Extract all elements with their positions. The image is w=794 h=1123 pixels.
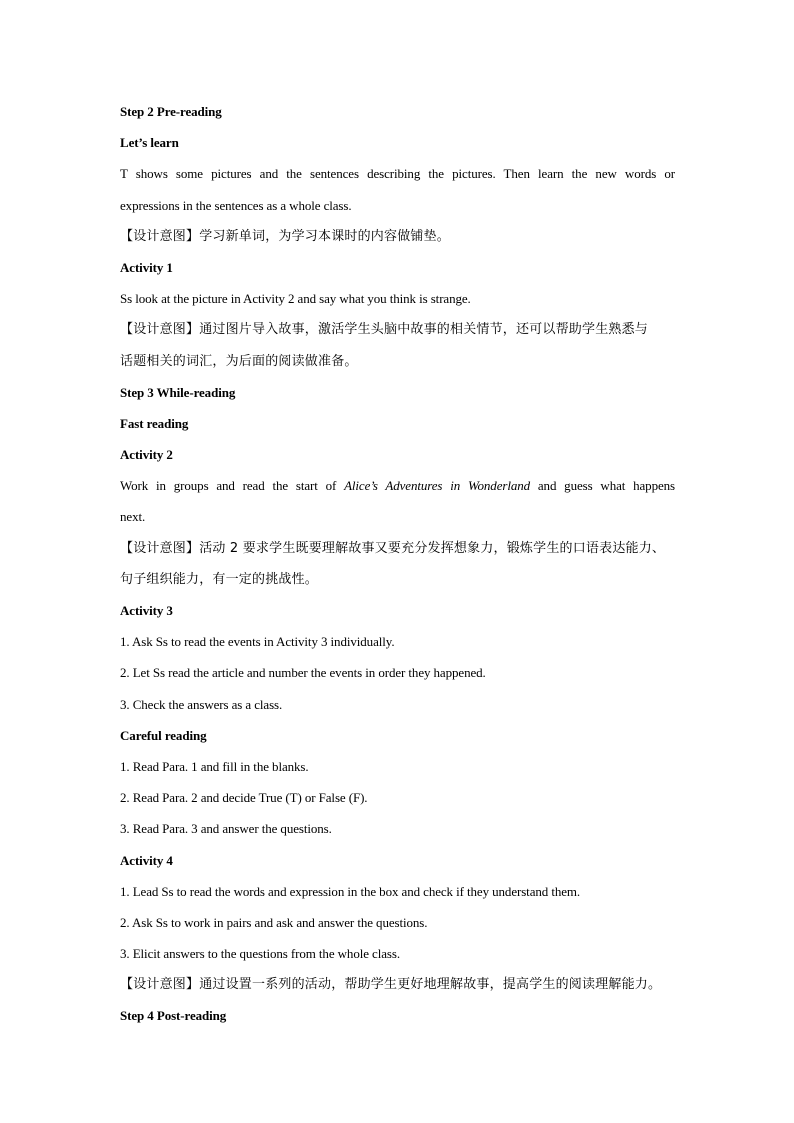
heading-fast-reading: Fast reading [120,415,189,431]
careful-reading-step-3: 3. Read Para. 3 and answer the questions. [120,821,332,837]
paragraph-activity-2-line-2: next. [120,509,146,525]
paragraph-lets-learn-line-2: expressions in the sentences as a whole class. [120,197,352,213]
design-intent-1: 【设计意图】学习新单词，为学习本课时的内容做铺垫。 [120,228,451,244]
heading-activity-2: Activity 2 [120,447,173,463]
design-intent-2-line-1: 【设计意图】通过图片导入故事，激活学生头脑中故事的相关情节，还可以帮助学生熟悉与 [120,322,649,338]
heading-careful-reading: Careful reading [120,727,207,743]
activity-2-text-start: Work in groups and read the start of [120,478,345,494]
activity-4-step-2: 2. Ask Ss to work in pairs and ask and answer the questions. [120,914,428,930]
careful-reading-step-2: 2. Read Para. 2 and decide True (T) or False (F). [120,790,368,806]
paragraph-lets-learn-line-1: T shows some pictures and the sentences describing the pictures. Then learn the new words or [120,166,675,182]
paragraph-activity-2-line-1 [120,470,675,501]
design-intent-3-line-1: 【设计意图】活动 2 要求学生既要理解故事又要充分发挥想象力，锻炼学生的口语表达能力、 [120,540,666,556]
book-title: Alice’s Adventures in Wonderland [344,478,531,494]
paragraph-activity-1: Ss look at the picture in Activity 2 and say what you think is strange. [120,291,471,307]
design-intent-3-line-2: 句子组织能力，有一定的挑战性。 [120,571,319,587]
activity-2-text-end: and guess what happens [530,478,675,494]
activity-4-step-1: 1. Lead Ss to read the words and expression in the box and check if they understand them. [120,883,581,899]
activity-3-step-2: 2. Let Ss read the article and number the events in order they happened. [120,665,486,681]
lesson-plan-body [120,96,675,1032]
heading-activity-3: Activity 3 [120,603,173,618]
heading-lets-learn: Let’s learn [120,135,179,151]
activity-3-step-3: 3. Check the answers as a class. [120,696,283,712]
heading-step-2: Step 2 Pre-reading [120,104,222,119]
activity-4-step-3: 3. Elicit answers to the questions from the whole class. [120,946,400,962]
design-intent-4: 【设计意图】通过设置一系列的活动，帮助学生更好地理解故事，提高学生的阅读理解能力。 [120,977,662,993]
heading-step-3: Step 3 While-reading [120,384,236,400]
heading-step-4: Step 4 Post-reading [120,1008,227,1024]
heading-activity-1: Activity 1 [120,259,173,275]
heading-activity-4: Activity 4 [120,852,173,868]
design-intent-2-line-2: 话题相关的词汇，为后面的阅读做准备。 [120,353,358,369]
careful-reading-step-1: 1. Read Para. 1 and fill in the blanks. [120,758,309,774]
activity-3-step-1: 1. Ask Ss to read the events in Activity 3 individually. [120,634,395,650]
